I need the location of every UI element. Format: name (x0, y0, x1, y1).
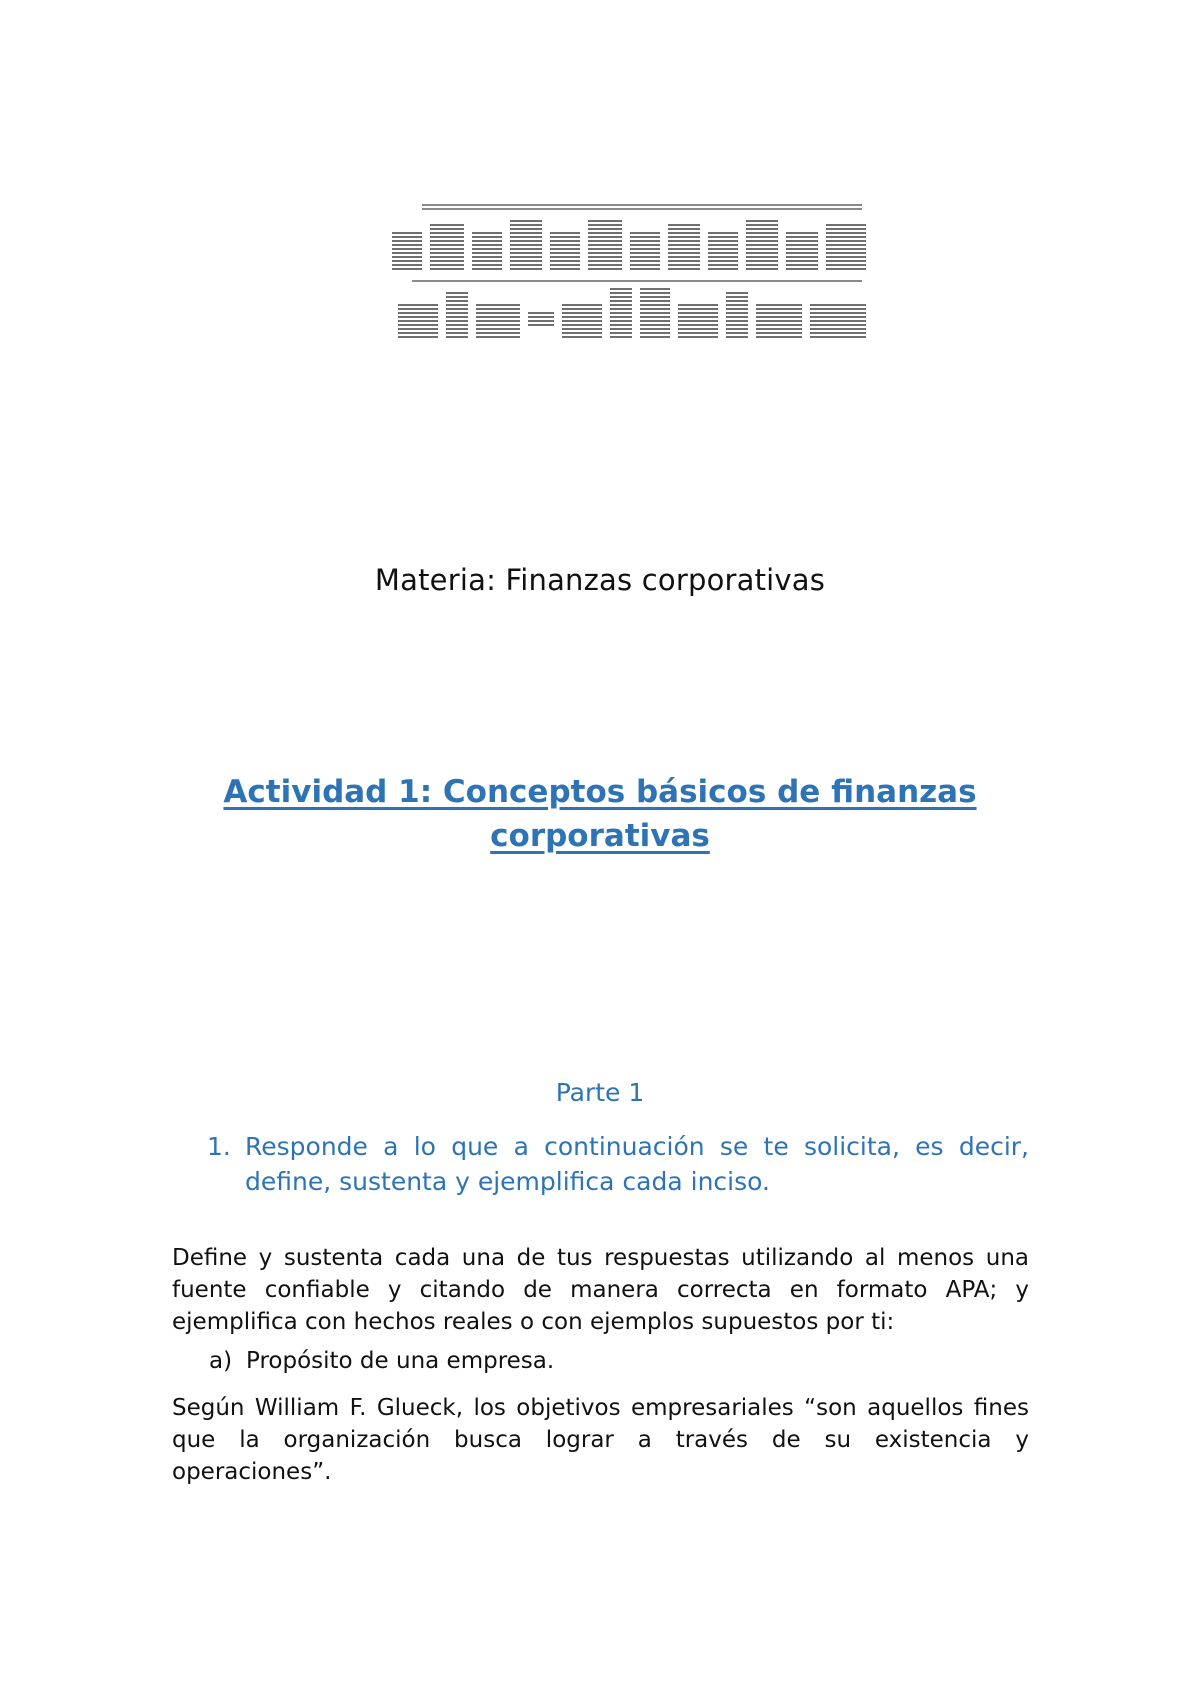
subject-line: Materia: Finanzas corporativas (374, 563, 826, 597)
part-heading: Parte 1 (555, 1078, 645, 1107)
item-text: Propósito de una empresa. (246, 1348, 555, 1374)
quote-paragraph: Según William F. Glueck, los objetivos empresariales “son aquellos fines que la organización busca lograr a través de su existencia y operaciones”. (172, 1395, 1029, 1485)
university-logo (392, 200, 872, 348)
instruction-text: Responde a lo que a continuación se te solicita, es decir, define, sustenta y ejemplifica cada inciso. (245, 1132, 1029, 1196)
list-number: 1. (207, 1132, 231, 1161)
lettered-item-a (209, 1348, 554, 1374)
activity-title: Actividad 1: Conceptos básicos de finanzas corporativas (223, 774, 977, 854)
item-label: a) (209, 1348, 233, 1374)
instruction-list-item (207, 1129, 1029, 1199)
intro-paragraph: Define y sustenta cada una de tus respuestas utilizando al menos una fuente confiable y citando de manera correcta en formato APA; y ejemplifica con hechos reales o con ejemplos supuestos por ti: (172, 1245, 1029, 1335)
